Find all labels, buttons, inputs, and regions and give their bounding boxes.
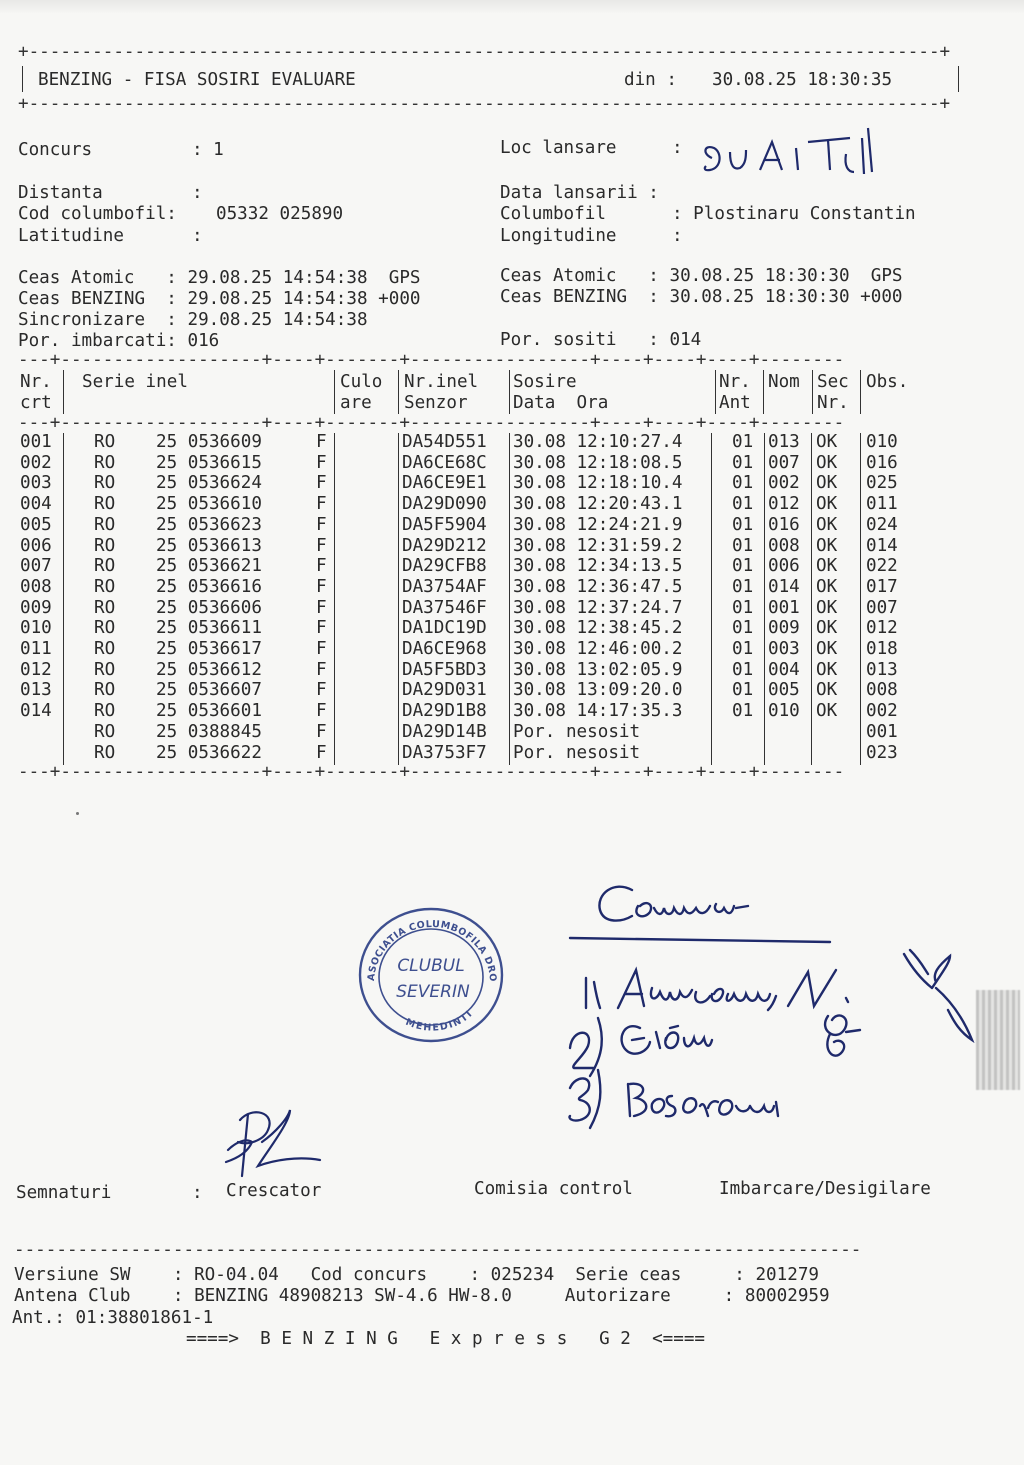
- cell-sensor: DA5F5BD3: [402, 659, 487, 680]
- cell-nr: 001: [20, 432, 52, 452]
- cell-sosire: 30.08 12:34:13.5: [513, 556, 683, 577]
- cell-sosire: 30.08 12:10:27.4: [513, 432, 683, 452]
- cell-country: RO: [94, 432, 116, 452]
- cell-nom: 008: [768, 535, 800, 556]
- cell-obs: 016: [866, 452, 898, 473]
- cell-nr: 010: [20, 618, 52, 639]
- clock-right-atomic: Ceas Atomic : 30.08.25 18:30:30 GPS: [500, 266, 903, 286]
- header-date-label: din :: [624, 70, 677, 90]
- footer-express: ====> B E N Z I N G E x p r e s s G 2 <====: [186, 1329, 706, 1349]
- cell-sec: OK: [816, 659, 838, 680]
- cell-sex: F: [316, 432, 327, 452]
- cell-nr: 007: [20, 556, 52, 577]
- cell-country: RO: [94, 742, 116, 763]
- cell-sex: F: [316, 639, 327, 659]
- cell-country: RO: [94, 556, 116, 577]
- cell-nom: 005: [768, 680, 800, 701]
- longitudine-label: Longitudine: [500, 226, 617, 246]
- latitudine-value: :: [192, 226, 203, 246]
- crescator-signature: [218, 1102, 328, 1182]
- crescator-label: Crescator: [226, 1181, 322, 1201]
- cell-sec: OK: [816, 514, 838, 535]
- cell-ant: 01: [732, 535, 754, 556]
- cell-ant: 01: [732, 576, 754, 597]
- clock-left-benzing: Ceas BENZING : 29.08.25 14:54:38 +000: [18, 289, 421, 309]
- cell-nr: 006: [20, 535, 52, 556]
- header-nom: Nom: [768, 372, 800, 392]
- header-obs: Obs.: [866, 372, 909, 392]
- cell-ring: 25 0536624: [156, 473, 262, 494]
- cell-country: RO: [94, 494, 116, 515]
- cell-obs: 001: [866, 721, 898, 742]
- cell-nom: 010: [768, 701, 800, 722]
- cell-sensor: DA29D1B8: [402, 701, 487, 722]
- cell-ant: 01: [732, 556, 754, 577]
- header-crt: crt: [20, 393, 52, 413]
- cell-sensor: DA6CE68C: [402, 452, 487, 473]
- cell-country: RO: [94, 680, 116, 701]
- cell-country: RO: [94, 576, 116, 597]
- cod-columbofil-label: Cod columbofil:: [18, 204, 177, 224]
- header-bottom-border: +--------------------------------------------------------------------------------------+: [18, 94, 951, 114]
- cell-sex: F: [316, 535, 327, 556]
- cell-sex: F: [316, 576, 327, 597]
- concurs-value: : 1: [192, 140, 224, 160]
- col-sep: [509, 370, 510, 414]
- footer-versiune: Versiune SW : RO-04.04 Cod concurs : 025234 Serie ceas : 201279: [14, 1265, 820, 1285]
- cell-ring: 25 0536623: [156, 514, 262, 535]
- cell-ant: 01: [732, 473, 754, 494]
- concurs-label: Concurs: [18, 140, 93, 160]
- cell-sex: F: [316, 659, 327, 680]
- cell-ant: 01: [732, 432, 754, 452]
- cell-nr: 008: [20, 576, 52, 597]
- clock-right-benzing: Ceas BENZING : 30.08.25 18:30:30 +000: [500, 287, 903, 307]
- distanta-value: :: [192, 183, 203, 203]
- cell-nom: 009: [768, 618, 800, 639]
- table-row: [0, 722, 1024, 743]
- cell-sensor: DA54D551: [402, 432, 487, 452]
- cell-sex: F: [316, 597, 327, 618]
- cell-nom: 007: [768, 452, 800, 473]
- cell-nom: 013: [768, 432, 800, 452]
- cell-obs: 017: [866, 576, 898, 597]
- table-row: [0, 556, 1024, 577]
- cell-nom: 016: [768, 514, 800, 535]
- cell-sensor: DA5F5904: [402, 514, 487, 535]
- cell-ring: 25 0536607: [156, 680, 262, 701]
- header-nrinel-1: Nr.inel: [404, 372, 479, 392]
- cell-sosire: 30.08 12:24:21.9: [513, 514, 683, 535]
- header-nr: Nr.: [20, 372, 52, 392]
- col-sep: [715, 370, 716, 414]
- cod-columbofil-value: 05332 025890: [216, 204, 344, 224]
- cell-nom: 002: [768, 473, 800, 494]
- cell-sex: F: [316, 721, 327, 742]
- cell-nom: 001: [768, 597, 800, 618]
- header-serie-inel: Serie inel: [82, 372, 188, 392]
- cell-nr: 009: [20, 597, 52, 618]
- col-sep: [763, 370, 764, 414]
- col-sep: [63, 370, 64, 414]
- table-row: [0, 743, 1024, 764]
- cell-ant: 01: [732, 701, 754, 722]
- cell-nr: 004: [20, 494, 52, 515]
- cell-sosire: 30.08 12:38:45.2: [513, 618, 683, 639]
- header-ant-1: Nr.: [719, 372, 751, 392]
- clock-left-atomic: Ceas Atomic : 29.08.25 14:54:38 GPS: [18, 268, 421, 288]
- cell-sec: OK: [816, 639, 838, 659]
- cell-country: RO: [94, 639, 116, 659]
- cell-sensor: DA1DC19D: [402, 618, 487, 639]
- cell-ring: 25 0536615: [156, 452, 262, 473]
- cell-sec: OK: [816, 618, 838, 639]
- cell-nr: 011: [20, 639, 52, 659]
- cell-sex: F: [316, 680, 327, 701]
- cell-sec: OK: [816, 701, 838, 722]
- cell-obs: 022: [866, 556, 898, 577]
- cell-country: RO: [94, 514, 116, 535]
- distanta-label: Distanta: [18, 183, 103, 203]
- footer-antena: Antena Club : BENZING 48908213 SW-4.6 HW-8.0 Autorizare : 80002959: [14, 1286, 830, 1306]
- table-row: [0, 598, 1024, 619]
- table-header-border: ---+-------------------+----+-------+-----------------+----+----+----+--------: [18, 413, 845, 433]
- cell-sensor: DA3754AF: [402, 576, 487, 597]
- stamp-ring-text: ASOCIATIA COLUMBOFILA DRO: [365, 918, 499, 983]
- footer-ant: Ant.: 01:38801861-1: [12, 1308, 214, 1328]
- por-imbarcati: Por. imbarcati: 016: [18, 331, 220, 351]
- cell-sensor: DA6CE968: [402, 639, 487, 659]
- cell-country: RO: [94, 701, 116, 722]
- header-sosire-1: Sosire: [513, 372, 577, 392]
- header-nrinel-2: Senzor: [404, 393, 468, 413]
- columbofil-value: : Plostinaru Constantin: [672, 204, 916, 224]
- table-row: [0, 701, 1024, 722]
- cell-sensor: DA6CE9E1: [402, 473, 487, 494]
- cell-obs: 012: [866, 618, 898, 639]
- col-sep: [812, 370, 813, 414]
- header-sosire-2: Data Ora: [513, 393, 609, 413]
- cell-sec: OK: [816, 556, 838, 577]
- loc-lansare-handwritten: [700, 118, 900, 188]
- semnaturi-colon: :: [192, 1183, 203, 1203]
- cell-sosire: 30.08 12:20:43.1: [513, 494, 683, 515]
- cell-ant: 01: [732, 639, 754, 659]
- table-row: [0, 639, 1024, 660]
- table-row: [0, 432, 1024, 453]
- cell-sex: F: [316, 618, 327, 639]
- table-body: [0, 432, 1024, 766]
- cell-nr: 002: [20, 452, 52, 473]
- cell-sosire: 30.08 13:09:20.0: [513, 680, 683, 701]
- longitudine-value: :: [672, 226, 683, 246]
- cell-sensor: DA29D090: [402, 494, 487, 515]
- cell-nr: 003: [20, 473, 52, 494]
- columbofil-label: Columbofil: [500, 204, 606, 224]
- clock-left-sincronizare: Sincronizare : 29.08.25 14:54:38: [18, 310, 368, 330]
- table-row: [0, 618, 1024, 639]
- col-sep: [860, 370, 861, 414]
- cell-sec: OK: [816, 680, 838, 701]
- commission-handwriting: [560, 870, 980, 1150]
- cell-obs: 024: [866, 514, 898, 535]
- header-ant-2: Ant: [719, 393, 751, 413]
- cell-sosire: 30.08 12:31:59.2: [513, 535, 683, 556]
- header-title: BENZING - FISA SOSIRI EVALUARE: [38, 70, 356, 90]
- cell-sex: F: [316, 473, 327, 494]
- header-date-value: 30.08.25 18:30:35: [712, 70, 893, 90]
- cell-nr: 005: [20, 514, 52, 535]
- cell-ant: 01: [732, 452, 754, 473]
- header-left-border: [22, 66, 23, 92]
- cell-sosire: 30.08 12:46:00.2: [513, 639, 683, 659]
- table-bottom-border: ---+-------------------+----+-------+-----------------+----+----+----+--------: [18, 762, 845, 782]
- header-top-border: +--------------------------------------------------------------------------------------+: [18, 42, 951, 62]
- cell-sensor: DA29D212: [402, 535, 487, 556]
- cell-sosire: 30.08 14:17:35.3: [513, 701, 683, 722]
- table-row: [0, 577, 1024, 598]
- semnaturi-label: Semnaturi: [16, 1183, 112, 1203]
- table-row: [0, 494, 1024, 515]
- cell-ring: 25 0536610: [156, 494, 262, 515]
- col-sep: [334, 370, 335, 414]
- cell-sensor: DA29CFB8: [402, 556, 487, 577]
- cell-nom: 014: [768, 576, 800, 597]
- cell-sec: OK: [816, 473, 838, 494]
- cell-country: RO: [94, 721, 116, 742]
- data-lansarii-label: Data lansarii :: [500, 183, 659, 203]
- club-stamp: [356, 905, 506, 1045]
- cell-sosire: 30.08 12:18:08.5: [513, 452, 683, 473]
- latitudine-label: Latitudine: [18, 226, 124, 246]
- cell-obs: 023: [866, 742, 898, 763]
- col-sep: [398, 370, 399, 414]
- cell-ring: 25 0536606: [156, 597, 262, 618]
- cell-ring: 25 0536622: [156, 742, 262, 763]
- cell-nom: 012: [768, 494, 800, 515]
- cell-ant: 01: [732, 680, 754, 701]
- cell-obs: 013: [866, 659, 898, 680]
- table-row: [0, 536, 1024, 557]
- cell-ring: 25 0536612: [156, 659, 262, 680]
- cell-sex: F: [316, 742, 327, 763]
- table-row: [0, 453, 1024, 474]
- cell-ant: 01: [732, 514, 754, 535]
- cell-ring: 25 0536609: [156, 432, 262, 452]
- cell-country: RO: [94, 618, 116, 639]
- table-row: [0, 473, 1024, 494]
- table-row: [0, 680, 1024, 701]
- cell-sex: F: [316, 514, 327, 535]
- cell-sec: OK: [816, 535, 838, 556]
- loc-lansare-value: :: [672, 138, 683, 158]
- cell-sosire: Por. nesosit: [513, 721, 641, 742]
- cell-obs: 010: [866, 432, 898, 452]
- cell-obs: 014: [866, 535, 898, 556]
- stamp-center-2: SEVERIN: [396, 982, 470, 1002]
- footer-border: --------------------------------------------------------------------------------: [14, 1240, 862, 1260]
- svg-text:MEHEDINTI: [404, 1008, 475, 1034]
- header-culoare-1: Culo: [340, 372, 383, 392]
- cell-country: RO: [94, 597, 116, 618]
- stamp-center-1: CLUBUL: [397, 956, 465, 976]
- cell-sosire: 30.08 13:02:05.9: [513, 659, 683, 680]
- cell-sosire: Por. nesosit: [513, 742, 641, 763]
- cell-nr: 012: [20, 659, 52, 680]
- cell-nr: 013: [20, 680, 52, 701]
- speck: [76, 812, 79, 815]
- por-sositi: Por. sositi : 014: [500, 330, 702, 350]
- cell-sosire: 30.08 12:18:10.4: [513, 473, 683, 494]
- table-row: [0, 515, 1024, 536]
- loc-lansare-label: Loc lansare: [500, 138, 617, 158]
- cell-ring: 25 0536616: [156, 576, 262, 597]
- comisia-label: Comisia control: [474, 1179, 633, 1199]
- cell-obs: 002: [866, 701, 898, 722]
- cell-sensor: DA37546F: [402, 597, 487, 618]
- cell-ring: 25 0536601: [156, 701, 262, 722]
- scan-edge: [0, 0, 1024, 14]
- cell-ring: 25 0536611: [156, 618, 262, 639]
- cell-obs: 025: [866, 473, 898, 494]
- header-right-border: [958, 66, 959, 92]
- cell-ring: 25 0536621: [156, 556, 262, 577]
- cell-nr: 014: [20, 701, 52, 722]
- cell-ring: 25 0536613: [156, 535, 262, 556]
- cell-country: RO: [94, 452, 116, 473]
- cell-obs: 011: [866, 494, 898, 515]
- cell-ant: 01: [732, 494, 754, 515]
- table-row: [0, 660, 1024, 681]
- cell-sec: OK: [816, 432, 838, 452]
- cell-nom: 004: [768, 659, 800, 680]
- cell-sec: OK: [816, 576, 838, 597]
- cell-ant: 01: [732, 597, 754, 618]
- cell-sensor: DA3753F7: [402, 742, 487, 763]
- cell-country: RO: [94, 535, 116, 556]
- stamp-bottom-text: MEHEDINTI: [403, 1008, 476, 1034]
- cell-obs: 007: [866, 597, 898, 618]
- imbarcare-label: Imbarcare/Desigilare: [719, 1179, 931, 1199]
- cell-ring: 25 0388845: [156, 721, 262, 742]
- scan-noise: [976, 990, 1020, 1090]
- cell-nom: 006: [768, 556, 800, 577]
- cell-sec: OK: [816, 597, 838, 618]
- cell-ring: 25 0536617: [156, 639, 262, 659]
- cell-obs: 008: [866, 680, 898, 701]
- cell-ant: 01: [732, 659, 754, 680]
- cell-country: RO: [94, 659, 116, 680]
- cell-sensor: DA29D14B: [402, 721, 487, 742]
- cell-country: RO: [94, 473, 116, 494]
- cell-obs: 018: [866, 639, 898, 659]
- cell-ant: 01: [732, 618, 754, 639]
- cell-sec: OK: [816, 452, 838, 473]
- header-culoare-2: are: [340, 393, 372, 413]
- cell-sosire: 30.08 12:37:24.7: [513, 597, 683, 618]
- cell-sex: F: [316, 556, 327, 577]
- header-sec-2: Nr.: [817, 393, 849, 413]
- header-sec-1: Sec: [817, 372, 849, 392]
- table-top-border: ---+-------------------+----+-------+-----------------+----+----+----+--------: [18, 350, 845, 370]
- cell-sex: F: [316, 701, 327, 722]
- cell-sosire: 30.08 12:36:47.5: [513, 576, 683, 597]
- cell-sensor: DA29D031: [402, 680, 487, 701]
- cell-sex: F: [316, 452, 327, 473]
- cell-nom: 003: [768, 639, 800, 659]
- cell-sex: F: [316, 494, 327, 515]
- cell-sec: OK: [816, 494, 838, 515]
